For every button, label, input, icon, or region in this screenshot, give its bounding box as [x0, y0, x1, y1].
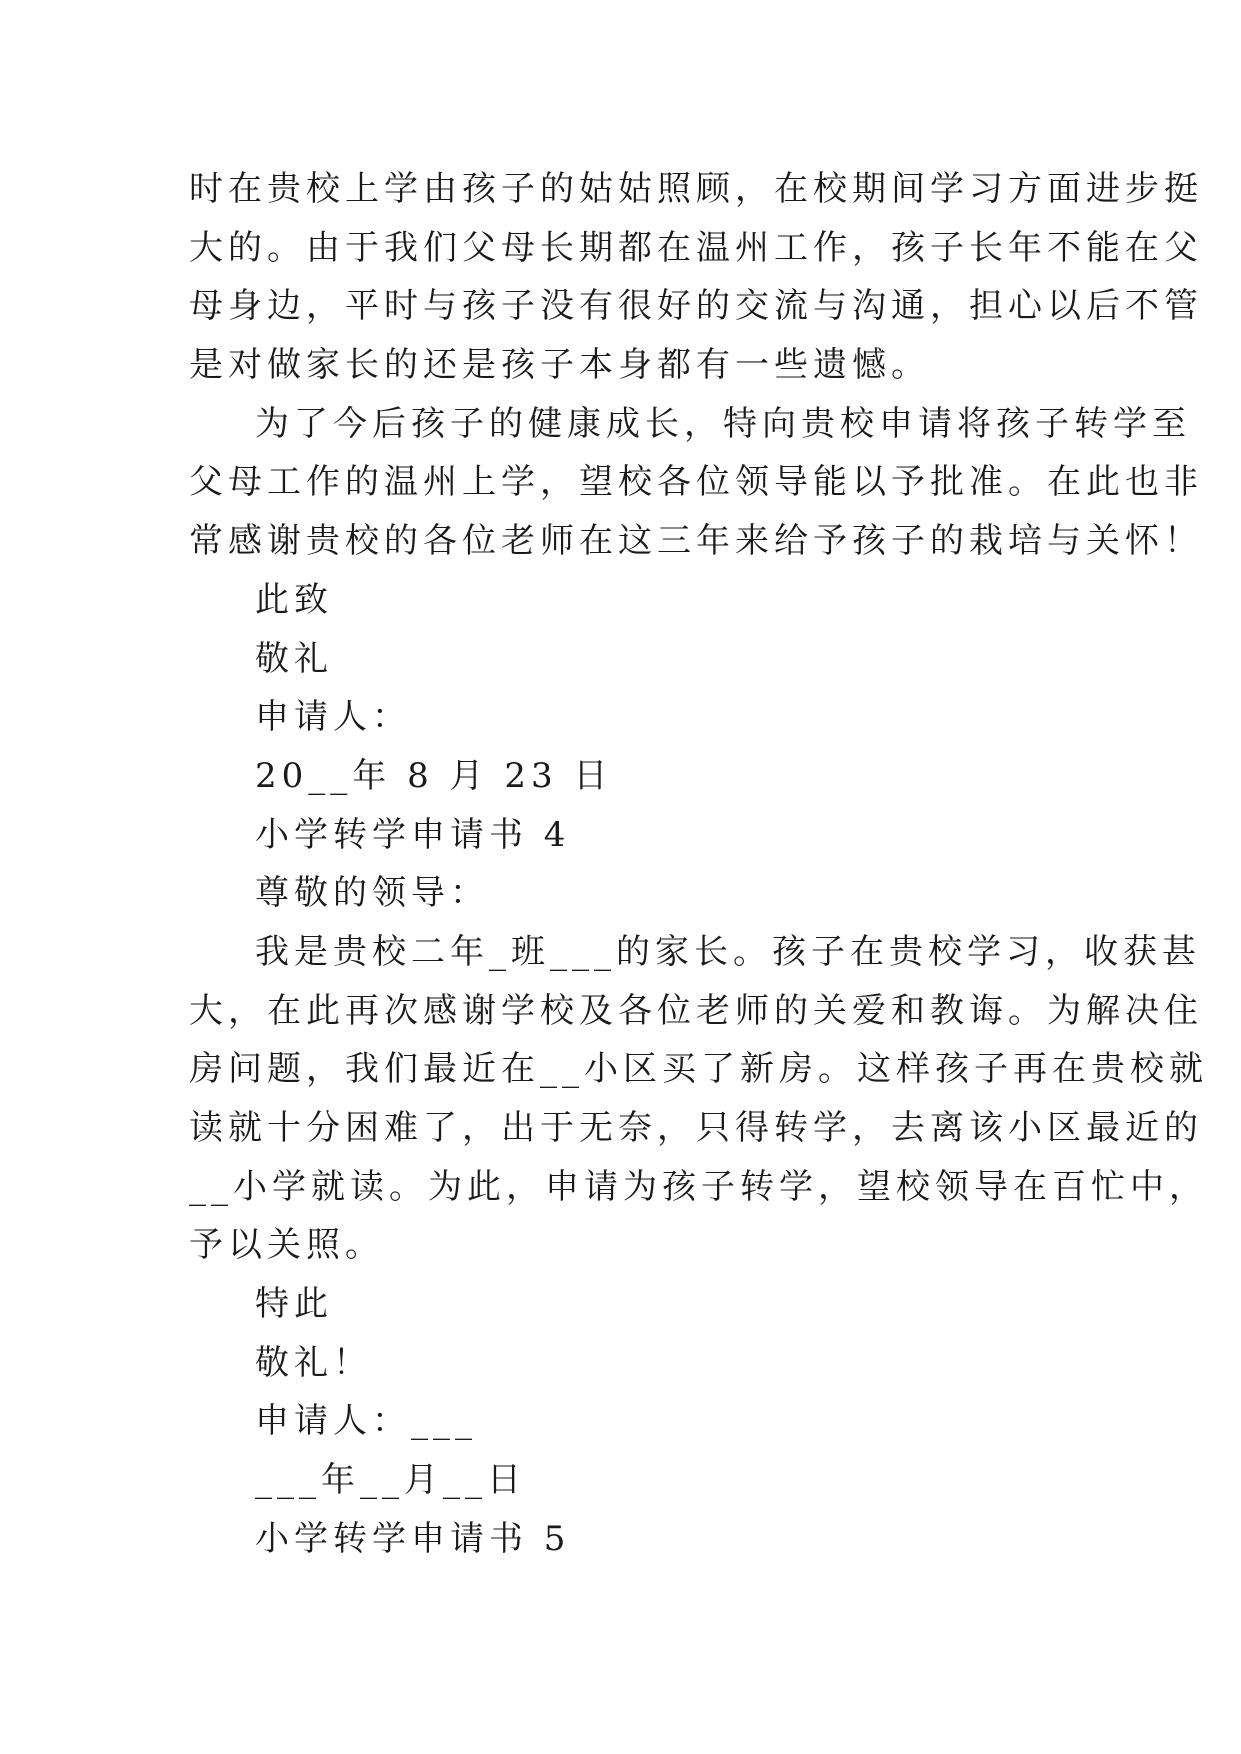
body-line: 予以关照。 [189, 1225, 384, 1266]
body-line: __小学就读。为此，申请为孩子转学，望校领导在百忙中， [189, 1166, 1208, 1207]
body-line: 常感谢贵校的各位老师在这三年来给予孩子的栽培与关怀！ [189, 521, 1203, 562]
body-line: 母身边，平时与孩子没有很好的交流与沟通，担心以后不管 [189, 286, 1203, 327]
salutation-line: 敬礼！ [255, 1342, 372, 1383]
section-title: 小学转学申请书 5 [255, 1518, 571, 1559]
body-line: 是对做家长的还是孩子本身都有一些遗憾。 [189, 345, 930, 386]
body-line: 父母工作的温州上学，望校各位领导能以予批准。在此也非 [189, 462, 1203, 503]
greeting-line: 尊敬的领导： [255, 873, 489, 914]
body-line: 读就十分困难了，出于无奈，只得转学，去离该小区最近的 [189, 1108, 1203, 1148]
date-line: ___年__月__日 [255, 1460, 526, 1501]
closing-line: 此致 [255, 579, 333, 620]
body-line: 时在贵校上学由孩子的姑姑照顾，在校期间学习方面进步挺 [189, 169, 1203, 209]
date-line: 20__年 8 月 23 日 [255, 755, 613, 796]
body-line: 大，在此再次感谢学校及各位老师的关爱和教诲。为解决住 [189, 990, 1203, 1031]
closing-line: 特此 [255, 1284, 333, 1325]
document-body [189, 160, 1208, 1569]
body-line: 我是贵校二年_班___的家长。孩子在贵校学习，收获甚 [255, 931, 1201, 972]
body-line: 为了今后孩子的健康成长，特向贵校申请将孩子转学至 [255, 403, 1191, 444]
section-title: 小学转学申请书 4 [255, 814, 571, 855]
applicant-line: 申请人： [255, 697, 411, 738]
body-line: 房问题，我们最近在__小区买了新房。这样孩子再在贵校就 [189, 1049, 1208, 1090]
applicant-line: 申请人：___ [255, 1401, 477, 1442]
body-line: 大的。由于我们父母长期都在温州工作，孩子长年不能在父 [189, 227, 1203, 268]
salutation-line: 敬礼 [255, 638, 333, 679]
